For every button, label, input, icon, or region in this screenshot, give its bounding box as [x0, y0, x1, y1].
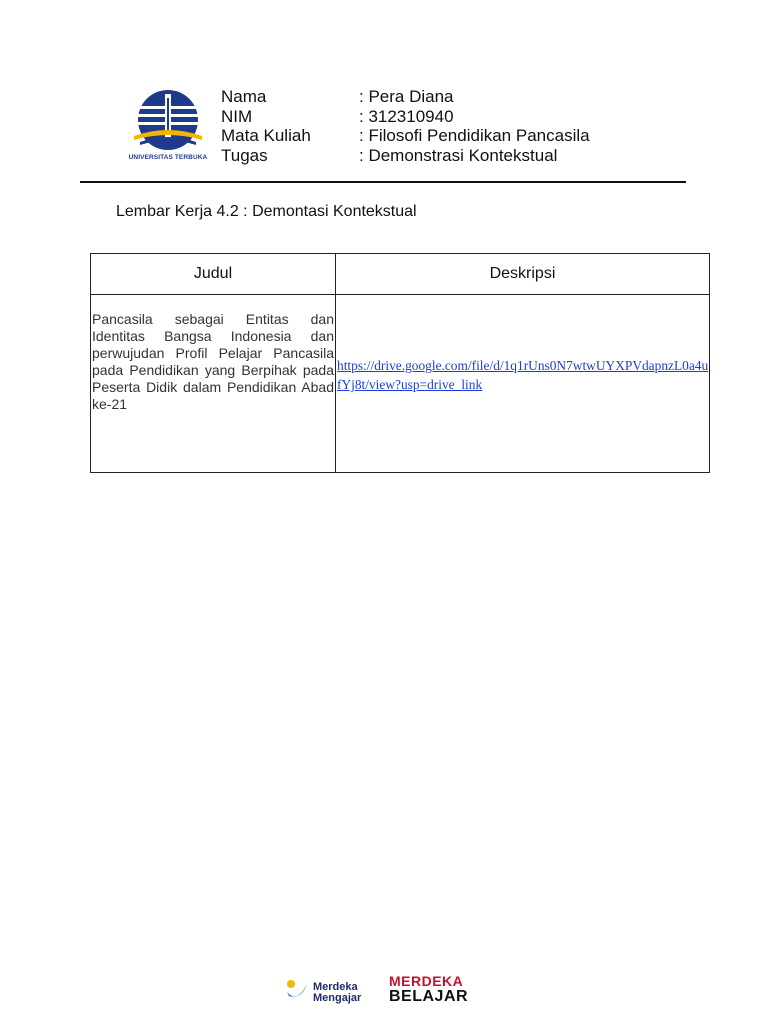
- column-header-judul: Judul: [91, 254, 336, 295]
- info-key: Nama: [221, 87, 267, 106]
- info-row-tugas: [221, 146, 590, 166]
- worksheet-title: Lembar Kerja 4.2 : Demontasi Kontekstual: [116, 203, 417, 220]
- info-row-nim: [221, 107, 590, 127]
- table-header-row: [91, 254, 710, 295]
- merdeka-belajar-line1: MERDEKA: [389, 973, 464, 989]
- university-emblem-icon: [126, 88, 210, 154]
- student-info: [221, 87, 590, 165]
- judul-cell: [91, 295, 336, 473]
- worksheet-table: [90, 253, 710, 473]
- info-key: NIM: [221, 106, 253, 126]
- footer-logos: [273, 962, 469, 1014]
- info-value: : Pera Diana: [359, 87, 454, 106]
- info-key: Tugas: [221, 145, 268, 165]
- info-row-mata-kuliah: [221, 126, 590, 146]
- merdeka-mengajar-line2: Mengajar: [313, 992, 362, 1004]
- universitas-terbuka-logo: [126, 88, 210, 166]
- info-value: : Filosofi Pendidikan Pancasila: [359, 126, 590, 145]
- info-value: : Demonstrasi Kontekstual: [359, 145, 558, 165]
- judul-text: Pancasila sebagai Entitas dan Identitas Bangsa Indonesia dan perwujudan Profil Pelajar Pancasila pada Pendidikan yang Berpihak pada Peserta Didik dalam Pendidikan Abad ke-21: [92, 311, 334, 412]
- merdeka-mengajar-icon: [283, 976, 311, 1004]
- logo-text: UNIVERSITAS TERBUKA: [128, 154, 208, 161]
- table-row: [91, 295, 710, 473]
- info-row-nama: [221, 87, 590, 107]
- drive-link[interactable]: https://drive.google.com/file/d/1q1rUns0N7wtwUYXPVdapnzL0a4ufYj8t/view?usp=drive_link: [337, 358, 709, 392]
- merdeka-mengajar-logo: [313, 982, 361, 1004]
- deskripsi-cell: [336, 295, 710, 473]
- info-key: Mata Kuliah: [221, 126, 311, 145]
- column-header-deskripsi: Deskripsi: [336, 254, 710, 295]
- merdeka-belajar-logo: [389, 973, 469, 1005]
- merdeka-belajar-line2: BELAJAR: [389, 988, 469, 1005]
- merdeka-mengajar-line1: Merdeka: [313, 981, 358, 993]
- info-value: : 312310940: [359, 106, 454, 126]
- header-divider: [80, 181, 686, 183]
